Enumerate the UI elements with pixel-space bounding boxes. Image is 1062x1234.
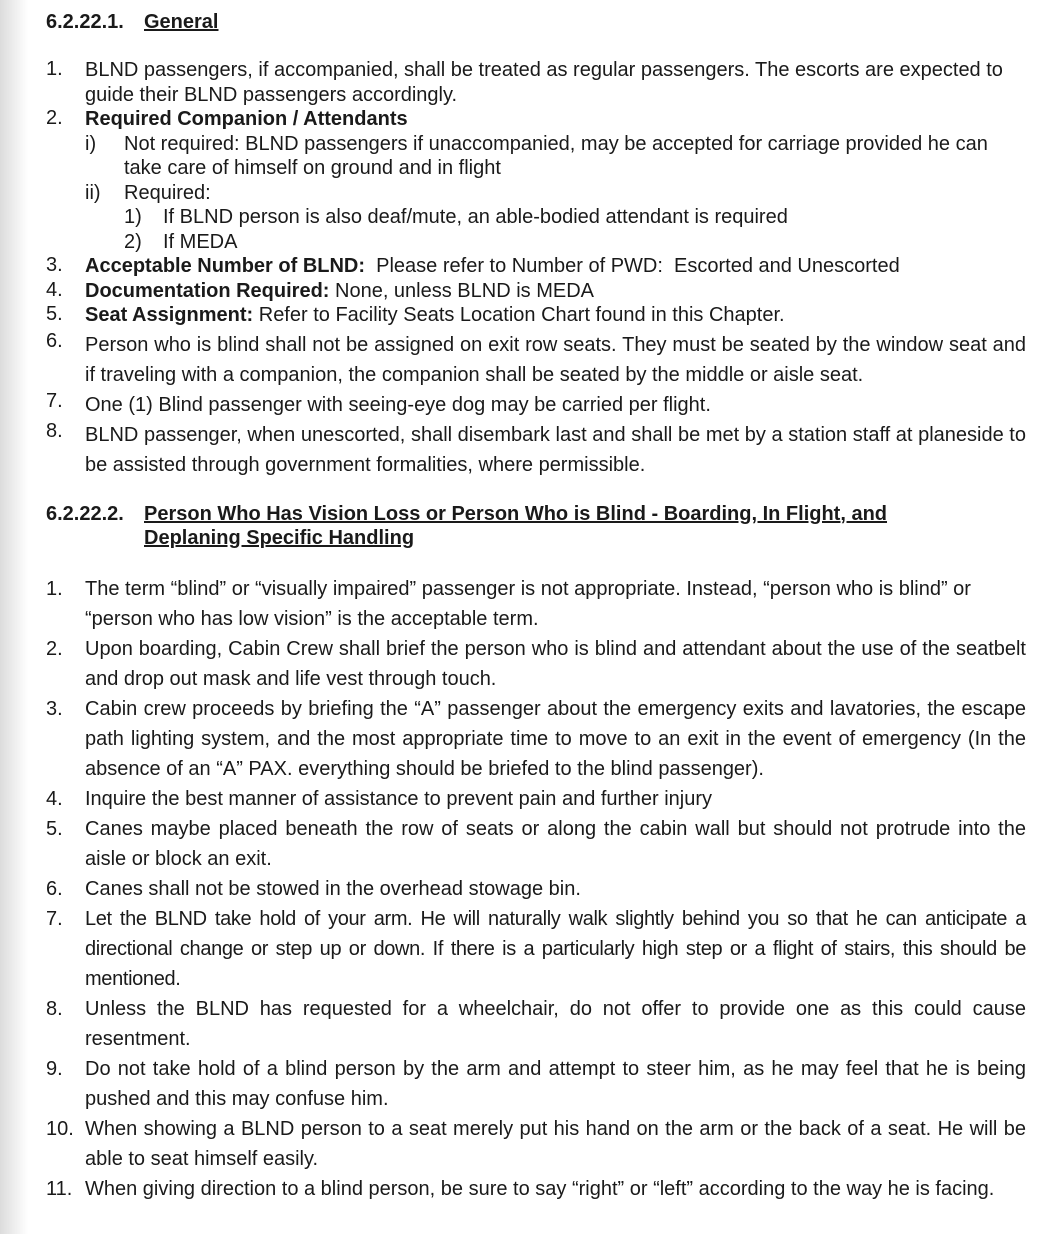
item-number: 7. (46, 907, 63, 930)
list-item (46, 814, 1026, 874)
item-text: Let the BLND take hold of your arm. He will naturally walk slightly behind you so that he can anticipate a directional change or step up or down. If there is a particularly high step or a flight of stairs, this should be mentioned. (85, 907, 1026, 990)
list-item (46, 574, 1026, 634)
section-title-block (144, 502, 887, 550)
sub-item-text: Required: (124, 181, 211, 204)
item-number: 3. (46, 254, 63, 276)
list-item (46, 330, 1026, 390)
sub-sub-item-text: If MEDA (163, 230, 238, 253)
item-body (85, 107, 1026, 254)
item-number: 4. (46, 787, 63, 810)
item-number: 1. (46, 58, 63, 80)
sub-sub-item (124, 205, 1026, 230)
item-text: Upon boarding, Cabin Crew shall brief the person who is blind and attendant about the use of the seatbelt and drop out mask and life vest through touch. (85, 637, 1026, 690)
sub-sub-item-number: 1) (124, 206, 142, 228)
item-text: When showing a BLND person to a seat merely put his hand on the arm or the back of a seat. He will be able to seat himself easily. (85, 1117, 1026, 1170)
handling-list (46, 574, 1026, 1204)
item-text: Canes maybe placed beneath the row of seats or along the cabin wall but should not protrude into the aisle or block an exit. (85, 817, 1026, 870)
item-number: 6. (46, 877, 63, 900)
page-edge-shadow (0, 0, 28, 1234)
sub-list (85, 132, 1026, 255)
item-number: 11. (46, 1177, 73, 1200)
document-page (46, 6, 1026, 1204)
list-item (46, 1174, 1026, 1204)
item-label: Seat Assignment: (85, 304, 254, 326)
item-number: 10. (46, 1117, 74, 1140)
item-number: 5. (46, 817, 63, 840)
sub-item (85, 181, 1026, 255)
sub-sub-item-number: 2) (124, 230, 142, 253)
section-title: Person Who Has Vision Loss or Person Who is Blind - Boarding, In Flight, and (144, 502, 888, 525)
item-number: 5. (46, 303, 63, 325)
sub-sub-item-text: If BLND person is also deaf/mute, an able-bodied attendant is required (163, 206, 788, 228)
list-item (46, 1054, 1026, 1114)
section-title: General (144, 11, 219, 33)
item-text: Refer to Facility Seats Location Chart found in this Chapter. (253, 304, 785, 326)
list-item (46, 904, 1026, 994)
item-number: 2. (46, 107, 63, 129)
item-text: Cabin crew proceeds by briefing the “A” passenger about the emergency exits and lavatories, the escape path lighting system, and the most appropriate time to move to an exit in the event of emergency (In the absence of an “A” PAX. everything should be briefed to the blind passenger). (85, 697, 1026, 780)
item-label: Documentation Required: (85, 279, 330, 302)
sub-sub-item (124, 230, 1026, 255)
list-item (46, 874, 1026, 904)
item-text: Canes shall not be stowed in the overhead stowage bin. (85, 877, 581, 900)
item-number: 9. (46, 1057, 63, 1080)
sub-sub-list (124, 205, 1026, 254)
item-text: Do not take hold of a blind person by the arm and attempt to steer him, as he may feel that he is being pushed and this may confuse him. (85, 1057, 1026, 1110)
list-item (46, 420, 1026, 480)
list-item (46, 784, 1026, 814)
item-text: One (1) Blind passenger with seeing-eye dog may be carried per flight. (85, 393, 711, 416)
item-number: 6. (46, 329, 63, 352)
sub-item-text: Not required: BLND passengers if unaccompanied, may be accepted for carriage provided he can take care of himself on ground and in flight (124, 132, 988, 179)
list-item (46, 634, 1026, 694)
section-heading-general (46, 10, 1026, 34)
section-title: Deplaning Specific Handling (144, 526, 415, 549)
item-number: 8. (46, 419, 63, 442)
item-text: The term “blind” or “visually impaired” passenger is not appropriate. Instead, “person who is blind” or “person who has low vision” is the acceptable term. (85, 577, 971, 630)
list-item (46, 279, 1026, 304)
item-number: 3. (46, 697, 63, 720)
item-number: 4. (46, 278, 63, 301)
sub-item (85, 132, 1026, 181)
item-text: Please refer to Number of PWD: Escorted and Unescorted (365, 255, 900, 277)
item-text: Person who is blind shall not be assigned on exit row seats. They must be seated by the window seat and if traveling with a companion, the companion shall be seated by the middle or aisle seat. (85, 333, 1026, 386)
section-number: 6.2.22.2. (46, 502, 124, 525)
sub-item-number: i) (85, 132, 97, 155)
item-body (85, 254, 1026, 279)
item-number: 8. (46, 997, 63, 1020)
item-label: Acceptable Number of BLND: (85, 255, 366, 277)
list-item (46, 254, 1026, 279)
item-heading: Required Companion / Attendants (85, 108, 408, 130)
list-item (46, 1114, 1026, 1174)
list-item (46, 694, 1026, 784)
item-number: 2. (46, 637, 63, 660)
list-item (46, 390, 1026, 420)
sub-item-number: ii) (85, 181, 101, 204)
item-body (85, 303, 1026, 328)
item-text: When giving direction to a blind person, be sure to say “right” or “left” according to the way he is facing. (85, 1177, 995, 1200)
list-item (46, 994, 1026, 1054)
section-heading-specific-handling (46, 502, 1026, 550)
list-item (46, 107, 1026, 254)
sub-item-body (124, 181, 1026, 255)
item-text: Unless the BLND has requested for a wheelchair, do not offer to provide one as this could cause resentment. (85, 997, 1026, 1050)
item-text: None, unless BLND is MEDA (329, 279, 594, 302)
item-text: BLND passenger, when unescorted, shall disembark last and shall be met by a station staff at planeside to be assisted through government formalities, where permissible. (85, 423, 1026, 476)
item-text: Inquire the best manner of assistance to prevent pain and further injury (85, 787, 713, 810)
section-number: 6.2.22.1. (46, 11, 124, 33)
list-item (46, 303, 1026, 328)
general-list (46, 58, 1026, 480)
list-item (46, 58, 1026, 107)
item-number: 1. (46, 577, 63, 600)
item-number: 7. (46, 389, 63, 412)
item-body (85, 279, 1026, 304)
item-text: BLND passengers, if accompanied, shall be treated as regular passengers. The escorts are expected to guide their BLND passengers accordingly. (85, 59, 1003, 106)
